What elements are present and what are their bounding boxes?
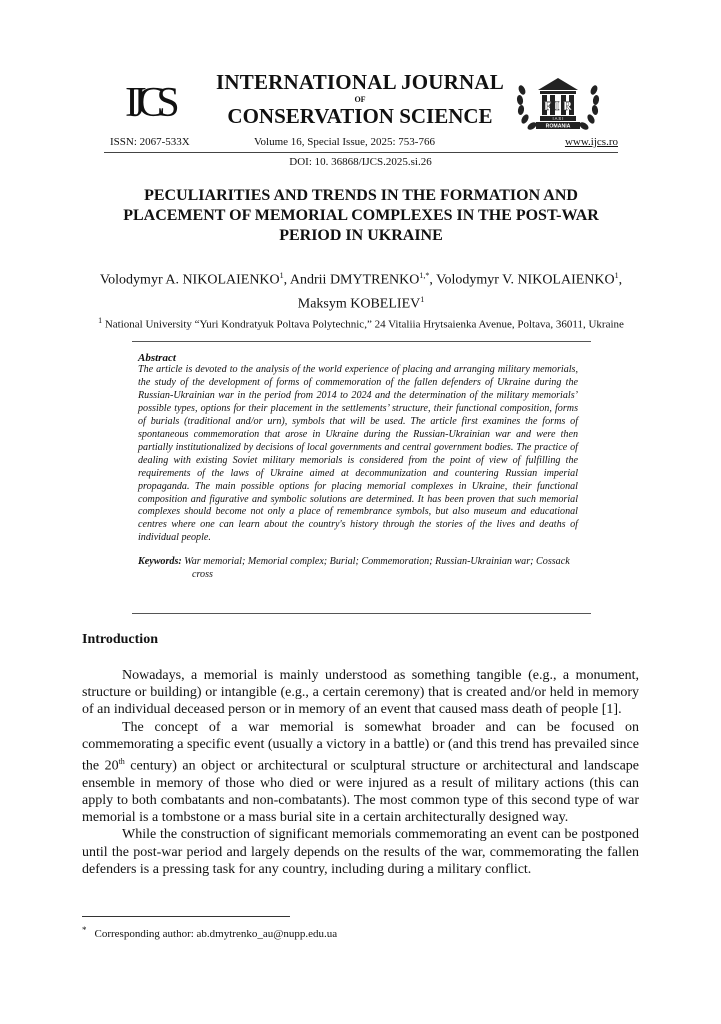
issn: ISSN: 2067-533X [110,136,190,148]
footnote-marker: * [82,925,87,935]
laurel-left-icon [516,84,538,131]
footnote-text: Corresponding author: ab.dmytrenko_au@nupp.edu.ua [94,928,338,940]
author-name: Volodymyr A. NIKOLAIENKO [99,272,280,288]
article-title: PECULIARITIES AND TRENDS IN THE FORMATION AND PLACEMENT OF MEMORIAL COMPLEXES IN THE POST-WAR PERIOD IN UKRAINE [123,187,599,244]
paragraph: While the construction of significant memorials commemorating an event can be postponed until the post-war period and largely depends on the results of the war, commemorating the fallen defenders is a pressing task for any country, including during a military conflict. [82,827,639,877]
ijcs-logo [125,78,189,124]
author-separator: , [429,272,437,288]
pediment-icon [538,78,578,90]
author-name: Volodymyr V. NIKOLAIENKO [436,272,615,288]
header-divider [104,152,618,153]
author-name: Maksym KOBELIEV [297,296,421,312]
author-affiliation-mark: 1 [614,271,619,280]
ijcs-logo-text: IJCS [125,80,171,124]
affiliation-text: National University “Yuri Kondratyuk Poltava Polytechnic,” 24 Vitaliia Hrytsaienka Avenue, Poltava, 36011, Ukraine [104,318,624,331]
journal-meta-row [104,136,618,152]
introduction-heading: Introduction [82,632,158,647]
footnote-divider [82,916,290,917]
fir-letters: F I R [543,98,573,113]
footnote [82,925,338,940]
author-list [70,266,652,313]
author-name: Andrii DMYTRENKO [289,272,420,288]
affiliation [70,316,652,331]
abstract-heading: Abstract [138,352,176,364]
abstract-text: The article is devoted to the analysis of the world experience of placing and arranging military memorials, the study of the development of forms of commemoration of the fallen defenders of Ukraine during the Russian-Ukrainian war in the period from 2014 to 2024 and the determination of the military memorials’ possible types, options for their placement in the settlements’ structure, their functional composition, forms of burials (traditional and/or urn), symbols that will be used. The article first examines the forms of spontaneous commemoration that arose in Ukraine during the Russian-Ukrainian war and were then partially institutionalized by decisions of local governments and central government bodies. The practice of dealing with existing Soviet military memorials is considered from the point of view of fulfilling the requirements of the laws of Ukraine aimed at decommunization and countering Russian imperial propaganda. The main possible options for placing memorial complexes in Ukraine, their functional composition and figurative and symbolic solutions are determined. It has been proven that such memorial complexes should become not only a place of remembrance symbols, but also museum and educational centres where one can learn about the country's history through the stories of the lives and deaths of individual people. [138,364,578,544]
keywords-label: Keywords: [138,556,182,568]
abstract-bottom-divider [132,613,591,614]
paragraph-text: century) an object or architectural or sculptural structure or architectural and landscape ensemble in memory of those who died or were injured as a result of military actions (this can apply to both combatants and non-combatants). The most common type of this second type of war memorial is a tombstone or a mass burial site in a certain architecturally designed way. [82,758,639,826]
doi: DOI: 10. 36868/IJCS.2025.si.26 [289,156,432,168]
introduction-body [82,667,639,878]
volume-info: Volume 16, Special Issue, 2025: 753-766 [254,136,435,148]
paragraph [82,719,639,827]
paragraph: Nowadays, a memorial is mainly understood as something tangible (e.g., a monument, structure or building) or intangible (e.g., a certain ceremony) that is created and/or held in memory of an individual deceased person or in memory of an event that caused mass death of people [1]. [82,668,639,718]
ordinal-suffix: th [118,757,125,767]
affiliation-mark: 1 [98,316,103,325]
journal-title-line1: INTERNATIONAL JOURNAL [216,70,504,94]
romania-letters: ROMANIA [545,123,571,130]
paragraph-text: The concept of a war memorial is somewhat broader and can be focused on commemorating a specific event (usually a victory in a battle) or (and this trend has prevailed since the 20 [82,719,639,774]
author-affiliation-mark: 1 [279,271,284,280]
abstract-top-divider [132,341,591,342]
journal-title-line2: CONSERVATION SCIENCE [227,104,493,128]
author-affiliation-mark: 1 [420,294,425,304]
author-affiliation-mark: 1,* [419,271,430,280]
fir-logo [514,76,602,136]
journal-title-of: OF [354,95,366,104]
journal-website-link[interactable]: www.ijcs.ro [564,136,618,148]
abstract-section [138,352,578,581]
author-separator: , [283,272,290,288]
keywords-text: War memorial; Memorial complex; Burial; Commemoration; Russian-Ukrainian war; Cossack cross [184,556,570,581]
laurel-right-icon [578,84,600,131]
author-separator: , [618,272,623,288]
iasi-letters: I A S I [552,116,564,122]
keywords [138,555,578,581]
